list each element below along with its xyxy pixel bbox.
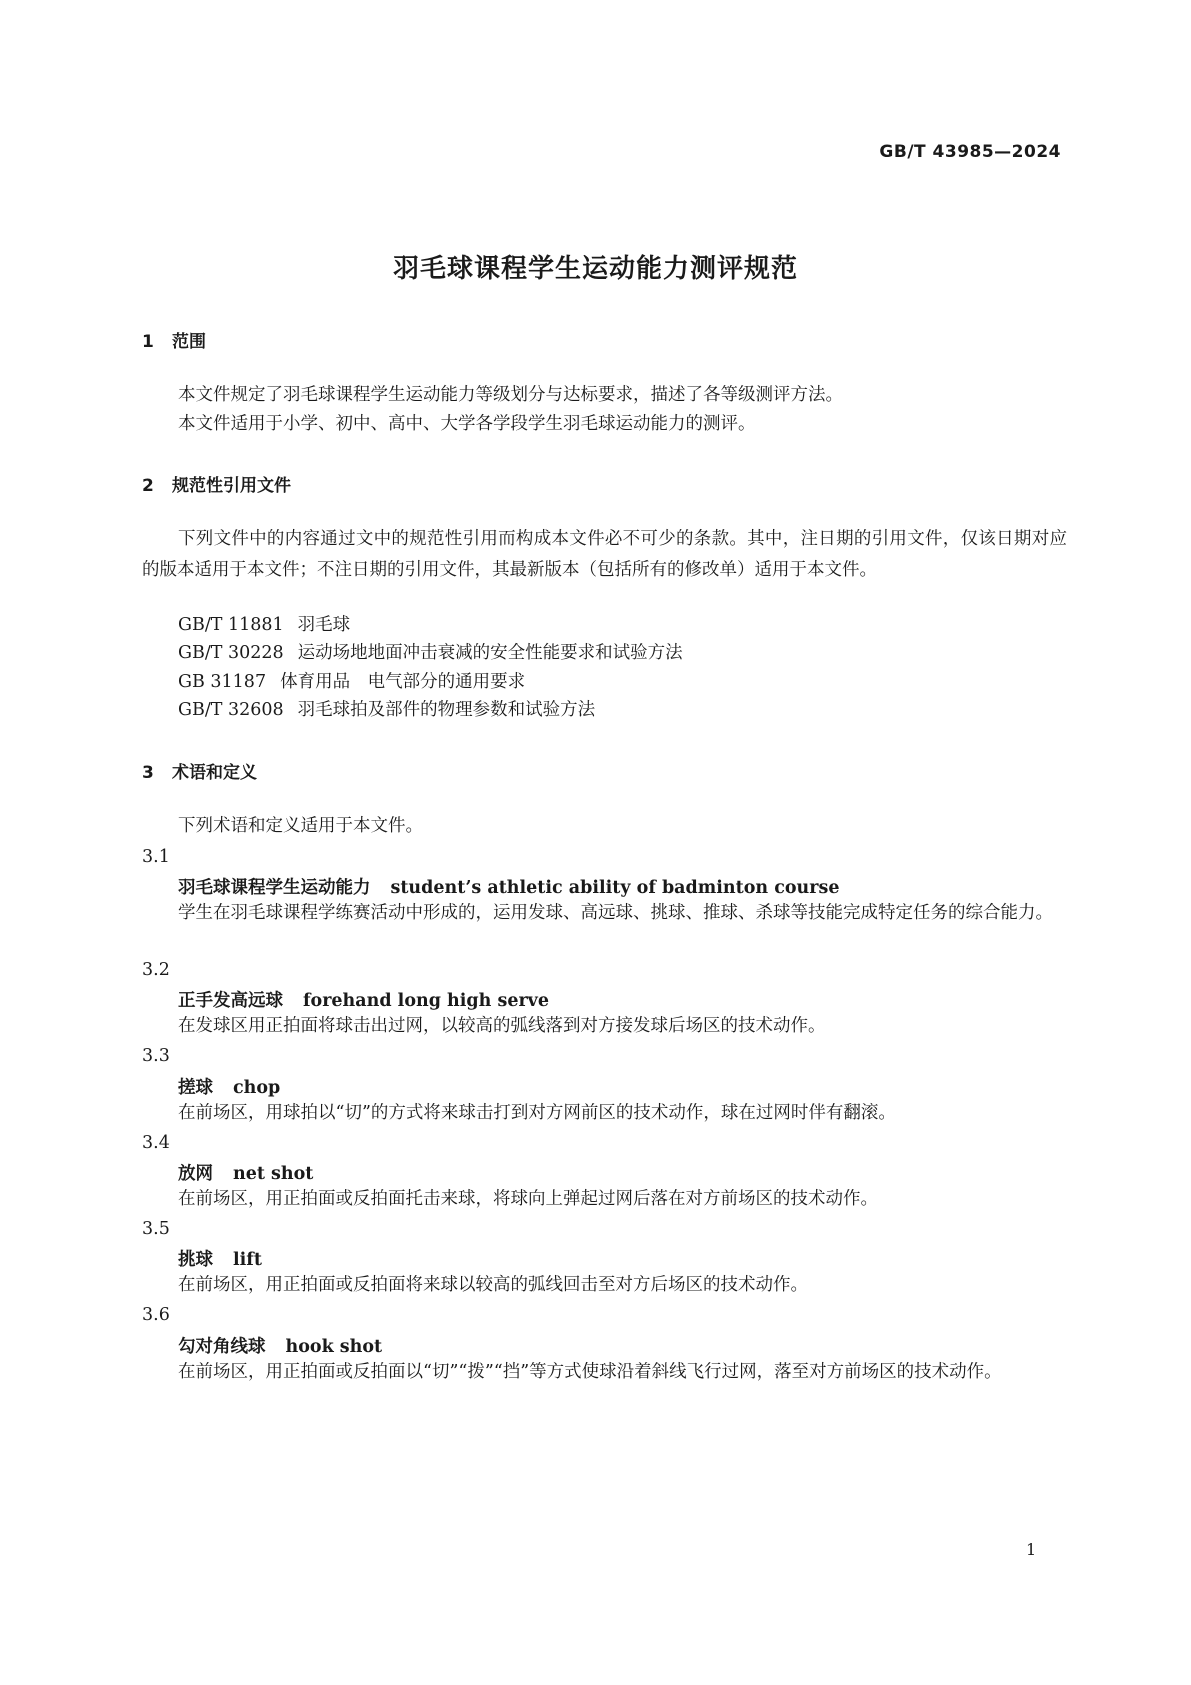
term-en: lift <box>233 1250 262 1270</box>
term-zh: 挑球 <box>178 1250 213 1270</box>
term-heading <box>178 1333 382 1358</box>
term-zh: 羽毛球课程学生运动能力 <box>178 878 371 898</box>
term-en: forehand long high serve <box>303 991 549 1011</box>
reference-code: GB/T 32608 <box>178 700 284 720</box>
section-number: 2 <box>142 476 154 496</box>
reference-name: 羽毛球拍及部件的物理参数和试验方法 <box>297 700 596 720</box>
section-heading-terms-definitions <box>142 758 257 783</box>
term-definition: 在前场区，用正拍面或反拍面以“切”“拨”“挡”等方式使球沿着斜线飞行过网，落至对方前场区的技术动作。 <box>178 1362 1002 1382</box>
reference-item <box>178 638 683 669</box>
reference-item <box>178 610 350 641</box>
reference-code: GB/T 30228 <box>178 643 284 663</box>
term-heading <box>178 987 549 1012</box>
term-en: hook shot <box>285 1337 383 1357</box>
paragraph: 本文件规定了羽毛球课程学生运动能力等级划分与达标要求，描述了各等级测评方法。 <box>178 385 843 405</box>
term-definition: 学生在羽毛球课程学练赛活动中形成的，运用发球、高远球、挑球、推球、杀球等技能完成特定任务的综合能力。 <box>178 903 1053 923</box>
term-definition: 在前场区，用正拍面或反拍面将来球以较高的弧线回击至对方后场区的技术动作。 <box>178 1275 808 1295</box>
reference-code: GB/T 11881 <box>178 615 284 635</box>
term-definition: 在前场区，用球拍以“切”的方式将来球击打到对方网前区的技术动作，球在过网时伴有翻滚。 <box>178 1103 896 1123</box>
term-heading <box>178 1246 262 1271</box>
term-number: 3.6 <box>142 1305 170 1325</box>
standard-number: GB/T 43985—2024 <box>879 142 1061 162</box>
term-definition: 在发球区用正拍面将球击出过网，以较高的弧线落到对方接发球后场区的技术动作。 <box>178 1016 826 1036</box>
term-zh: 放网 <box>178 1164 213 1184</box>
term-number: 3.3 <box>142 1046 170 1066</box>
paragraph: 下列文件中的内容通过文中的规范性引用而构成本文件必不可少的条款。其中，注日期的引用文件，仅该日期对应的版本适用于本文件；不注日期的引用文件，其最新版本（包括所有的修改单）适用于本文件。 <box>142 529 1067 580</box>
term-en: student’s athletic ability of badminton course <box>390 878 840 898</box>
term-heading <box>178 874 839 899</box>
term-en: chop <box>233 1078 281 1098</box>
reference-item <box>178 695 595 726</box>
section-heading-normative-references <box>142 471 291 496</box>
section-number: 3 <box>142 763 154 783</box>
paragraph: 下列术语和定义适用于本文件。 <box>178 816 423 836</box>
section-number: 1 <box>142 332 154 352</box>
section-title: 范围 <box>172 332 206 352</box>
term-heading <box>178 1160 313 1185</box>
section-heading-scope <box>142 327 206 352</box>
term-number: 3.5 <box>142 1219 170 1239</box>
term-number: 3.4 <box>142 1133 170 1153</box>
document-title: 羽毛球课程学生运动能力测评规范 <box>392 254 798 284</box>
term-number: 3.2 <box>142 960 170 980</box>
paragraph: 本文件适用于小学、初中、高中、大学各学段学生羽毛球运动能力的测评。 <box>178 414 756 434</box>
section-title: 规范性引用文件 <box>172 476 291 496</box>
term-zh: 搓球 <box>178 1078 213 1098</box>
term-zh: 勾对角线球 <box>178 1337 266 1357</box>
term-en: net shot <box>233 1164 314 1184</box>
term-number: 3.1 <box>142 847 170 867</box>
section-title: 术语和定义 <box>172 763 257 783</box>
reference-name: 运动场地地面冲击衰减的安全性能要求和试验方法 <box>297 643 683 663</box>
reference-item <box>178 667 525 698</box>
reference-name: 体育用品 电气部分的通用要求 <box>280 672 526 692</box>
reference-name: 羽毛球 <box>297 615 351 635</box>
page-number: 1 <box>1026 1540 1037 1559</box>
term-heading <box>178 1074 280 1099</box>
term-zh: 正手发高远球 <box>178 991 283 1011</box>
reference-code: GB 31187 <box>178 672 267 692</box>
term-definition: 在前场区，用正拍面或反拍面托击来球，将球向上弹起过网后落在对方前场区的技术动作。 <box>178 1189 878 1209</box>
